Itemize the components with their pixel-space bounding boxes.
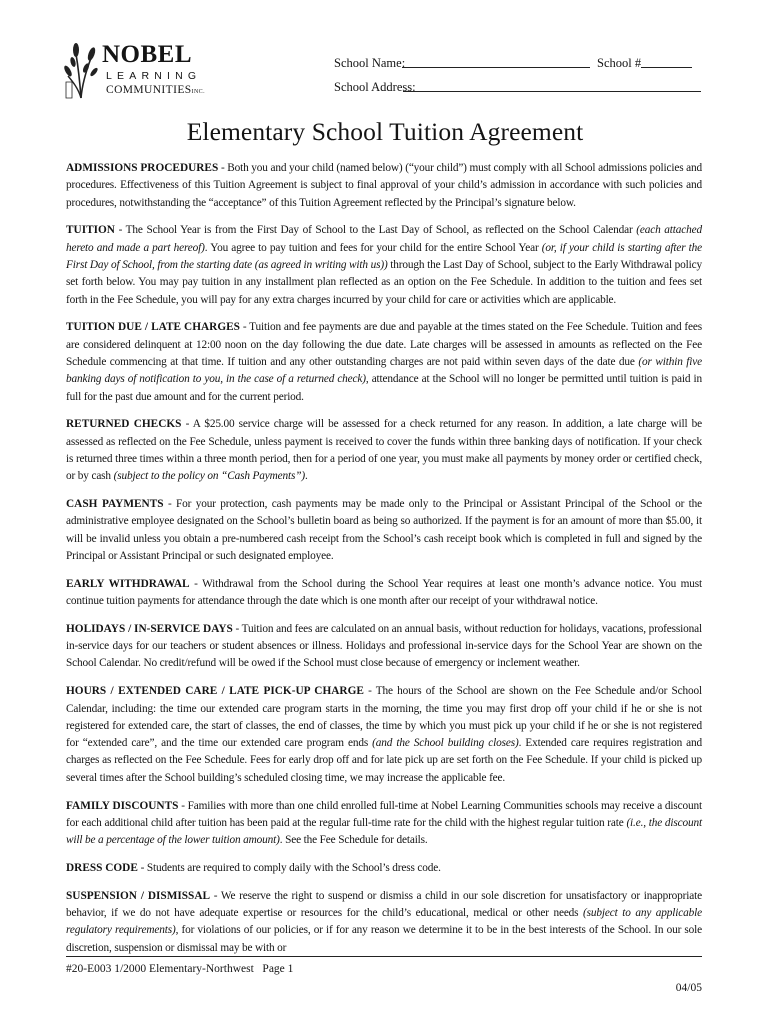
logo-communities bbox=[106, 84, 205, 99]
section-text: - Families with more than one child enrolled full-time at Nobel Learning Communities schools may receive a discount for each additional child after tuition has been paid at the regular full-time rate for the child with the highest regular tuition rate bbox=[66, 799, 702, 829]
section-text: . bbox=[304, 470, 308, 483]
section-italic-text: (or within five banking days of notification to you, in the case of a returned check) bbox=[66, 355, 703, 386]
section-heading: TUITION bbox=[66, 224, 115, 237]
section-heading: EARLY WITHDRAWAL bbox=[66, 577, 190, 590]
section-heading: FAMILY DISCOUNTS bbox=[66, 799, 179, 812]
section-heading: TUITION DUE / LATE CHARGES bbox=[66, 321, 240, 334]
section-heading: HOURS / EXTENDED CARE / LATE PICK-UP CHARGE bbox=[66, 685, 364, 698]
section-text: - Students are required to comply daily with the School’s dress code. bbox=[137, 861, 441, 874]
section-italic-text: (i.e., the discount will be a percentage of the lower tuition amount) bbox=[66, 816, 702, 847]
section-text: - Both you and your child (named below) (“your child”) must comply with all School admissions policies and procedures. Effectiveness of this Tuition Agreement is subject to final approval of your child’s admission in accordance with such policies and procedures, notwithstanding the “acceptance” of this Tuition Agreement reflected by the Principal’s signature below. bbox=[66, 162, 702, 209]
section-paragraph bbox=[66, 496, 702, 565]
section-text: - Tuition and fees are calculated on an annual basis, without reduction for holidays, vacations, professional in-service days for our teachers or student absences or illness. Holidays and professional in-service days for the School Year are shown on the School Calendar. No credit/refund will be owed if the School must close because of emergency or inclement weather. bbox=[66, 622, 702, 670]
section-paragraph bbox=[66, 860, 702, 877]
school-address-label: School Address: bbox=[334, 80, 416, 94]
section-heading: RETURNED CHECKS bbox=[66, 418, 182, 431]
section-paragraph bbox=[66, 222, 702, 308]
school-name-label: School Name: bbox=[334, 56, 406, 70]
school-number-label: School # bbox=[597, 56, 642, 70]
footer-page-label: Page 1 bbox=[262, 963, 294, 975]
section-text: - We reserve the right to suspend or dismiss a child in our sole discretion for unsatisfactory or inappropriate behavior, if we do not have adequate expertise or resources for the child’s educational, medical or other needs bbox=[66, 889, 702, 919]
section-text: . Extended care requires registration and charges as reflected on the Fee Schedule. Fees for early drop off and for late pick up are set forth on the Fee Schedule. If your child is picked up several times after the School building’s scheduled closing time, we may increase the applicable fee. bbox=[66, 737, 703, 784]
footer-divider bbox=[66, 956, 702, 957]
section-paragraph bbox=[66, 160, 702, 212]
section-text: through the Last Day of School, subject to the Early Withdrawal policy set forth below. You may pay tuition in any installment plan reflected as an option on the Fee Schedule. In addition to the tuition and fees set forth in the Fee Schedule, you will pay for any extra charges incurred by your child for care or activities which are applicable. bbox=[66, 258, 702, 306]
footer-revision: 04/05 bbox=[675, 982, 702, 994]
section-text: - A $25.00 service charge will be assessed for a check returned for any reason. In addition, a late charge will be assessed as reflected on the Fee Schedule, unless payment is received to cover the funds within three banking days of notification. If your check is returned three times within a three month period, then for a period of one year, you must make all payments by money order or certified check, or by cash bbox=[66, 418, 703, 483]
section-paragraph bbox=[66, 683, 702, 787]
section-heading: CASH PAYMENTS bbox=[66, 498, 164, 511]
logo-inc: INC. bbox=[191, 89, 205, 95]
nobel-learning-logo bbox=[64, 42, 214, 102]
page-title: Elementary School Tuition Agreement bbox=[186, 117, 584, 146]
section-text: , attendance at the School will no longer be permitted until tuition is paid in full for the past due amount and for the current period. bbox=[66, 373, 702, 403]
section-text: - Withdrawal from the School during the School Year requires at least one month’s advance notice. You must continue tuition payments for attendance through the date which is one month after our receipt of your withdrawal notice. bbox=[66, 577, 702, 608]
footer-form-id bbox=[66, 962, 293, 976]
section-text: - For your protection, cash payments may be made only to the Principal or Assistant Principal of the School or the administrative employee designated on the School’s bulletin board as being so authorized. If the payment is for an amount of more than $5.00, it will be invalid unless you obtain a pre-numbered cash receipt from the School’s cash receipt book which is completed in full and signed by the Principal or Assistant Principal or such designated employee. bbox=[66, 498, 702, 562]
section-italic-text: (subject to any applicable regulatory requirements) bbox=[66, 906, 702, 937]
section-heading: SUSPENSION / DISMISSAL bbox=[66, 889, 211, 902]
agreement-body bbox=[66, 160, 702, 967]
section-paragraph bbox=[66, 888, 702, 957]
section-paragraph bbox=[66, 798, 702, 850]
logo-name: NOBEL bbox=[102, 41, 193, 68]
section-heading: ADMISSIONS PROCEDURES bbox=[66, 162, 219, 174]
school-name-field[interactable] bbox=[402, 67, 590, 68]
section-italic-text: (or, if your child is starting after the First Day of School, from the starting date (as agreed in writing with us)) bbox=[66, 241, 702, 271]
section-heading: HOLIDAYS / IN-SERVICE DAYS bbox=[66, 622, 233, 635]
section-text: . See the Fee Schedule for details. bbox=[279, 834, 428, 847]
section-paragraph bbox=[66, 576, 702, 611]
section-text: , for violations of our policies, or if for any reason we determine it to be in the best interests of the School. In our sole discretion, suspension or dismissal may be with or bbox=[66, 924, 702, 954]
section-paragraph bbox=[66, 416, 702, 485]
section-paragraph bbox=[66, 621, 702, 673]
section-italic-text: (each attached hereto and made a part hereof) bbox=[66, 224, 702, 254]
section-text: - The hours of the School are shown on the Fee Schedule and/or School Calendar, including: the time our extended care program starts in the morning, the time you may first drop off your child if he or she is not registered for extended care, the start of classes, the end of classes, the time by which you must pick up your child if he or she is not registered for “extended care”, and the time our extended care program ends bbox=[66, 685, 702, 750]
logo-learning: LEARNING bbox=[106, 70, 202, 82]
logo-communities-text: COMMUNITIES bbox=[106, 84, 192, 96]
section-heading: DRESS CODE bbox=[66, 861, 138, 874]
section-text: - The School Year is from the First Day of School to the Last Day of School, as reflected on the School Calendar bbox=[114, 224, 637, 237]
wheat-emblem-icon bbox=[64, 42, 98, 100]
section-paragraph bbox=[66, 319, 702, 405]
section-italic-text: (and the School building closes) bbox=[372, 737, 519, 750]
section-italic-text: (subject to the policy on “Cash Payments”) bbox=[113, 470, 305, 483]
section-text: . You agree to pay tuition and fees for your child for the entire School Year bbox=[204, 241, 542, 254]
school-number-field[interactable] bbox=[641, 67, 692, 68]
footer-form-code: #20-E003 1/2000 Elementary-Northwest bbox=[66, 963, 254, 975]
section-text: - Tuition and fee payments are due and payable at the times stated on the Fee Schedule. Tuition and fees are considered delinquent at 12:00 noon on the day following the due date. Late charges will be assessed in amounts as reflected on the Fee Schedule commencing at that time. If tuition and any other outstanding charges are not paid within seven days of the date due bbox=[66, 321, 703, 368]
school-address-field[interactable] bbox=[403, 91, 701, 92]
